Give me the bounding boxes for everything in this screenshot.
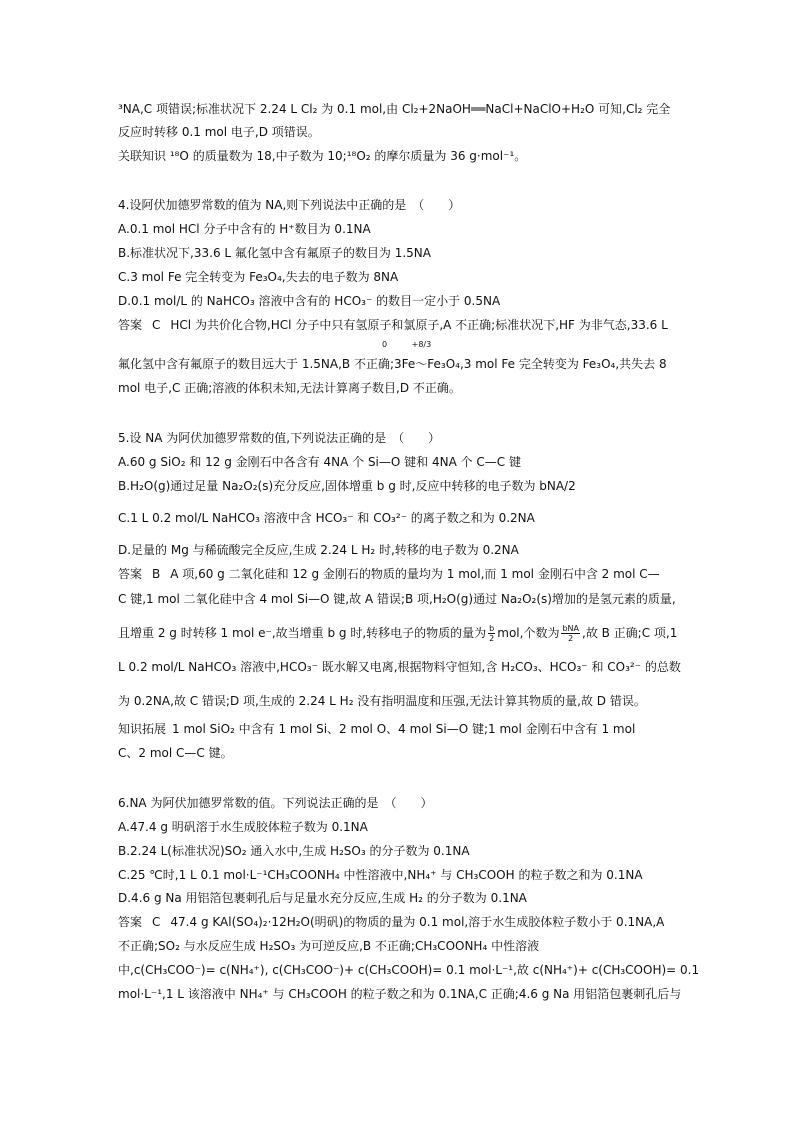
extension-label: 知识拓展: [118, 722, 167, 736]
answer-key: B: [152, 567, 161, 581]
answer-key: C: [152, 915, 161, 929]
question-4-option-b: B.标准状况下,33.6 L 氟化氢中含有氟原子的数目为 1.5NA: [118, 246, 431, 260]
fraction: [488, 624, 495, 643]
question-5-answer-line-5: 为 0.2NA,故 C 错误;D 项,生成的 2.24 L H₂ 没有指明温度和压强,无法计算其物质的量,故 D 错误。: [118, 694, 646, 708]
oxidation-state-markers: [382, 340, 431, 349]
fraction-denominator: 2: [568, 634, 574, 643]
question-4-answer-line-3: mol 电子,C 正确;溶液的体积未知,无法计算离子数目,D 不正确。: [118, 381, 461, 395]
question-4-option-a: A.0.1 mol HCl 分子中含有的 H⁺数目为 0.1NA: [118, 222, 371, 236]
question-6-option-c: C.25 ℃时,1 L 0.1 mol·L⁻¹CH₃COONH₄ 中性溶液中,NH₄⁺ 与 CH₃COOH 的粒子数之和为 0.1NA: [118, 868, 643, 882]
fraction-numerator: bNA: [562, 624, 579, 633]
answer-text: ,故 B 正确;C 项,1: [582, 626, 678, 640]
question-5-option-d: D.足量的 Mg 与稀硫酸完全反应,生成 2.24 L H₂ 时,转移的电子数为 0.2NA: [118, 543, 519, 557]
answer-text: 且增重 2 g 时转移 1 mol e⁻,故当增重 b g 时,转移电子的物质的量为: [118, 626, 487, 640]
answer-label: 答案: [118, 318, 143, 332]
question-5-answer-line-3: [118, 624, 677, 643]
question-6-answer-line-1: [118, 914, 664, 930]
question-5-option-a: A.60 g SiO₂ 和 12 g 金刚石中各含有 4NA 个 Si—O 键和 4NA 个 C—C 键: [118, 455, 521, 469]
answer-label: 答案: [118, 567, 143, 581]
answer-text: A 项,60 g 二氧化硅和 12 g 金刚石的物质的量均为 1 mol,而 1 mol 金刚石中含 2 mol C—: [170, 567, 660, 581]
question-6-answer-line-2: 不正确;SO₂ 与水反应生成 H₂SO₃ 为可逆反应,B 不正确;CH₃COONH₄ 中性溶液: [118, 939, 540, 953]
question-5-answer-line-2: C 键,1 mol 二氧化硅中含 4 mol Si—O 键,故 A 错误;B 项,H₂O(g)通过 Na₂O₂(s)增加的是氢元素的质量,: [118, 592, 676, 606]
answer-text: HCl 为共价化合物,HCl 分子中只有氢原子和氯原子,A 不正确;标准状况下,HF 为非气态,33.6 L: [170, 318, 668, 332]
knowledge-extension-line-1: [118, 721, 635, 737]
question-4-option-c: C.3 mol Fe 完全转变为 Fe₃O₄,失去的电子数为 8NA: [118, 270, 399, 284]
fraction-denominator: 2: [489, 634, 495, 643]
question-6-answer-line-3: 中,c(CH₃COO⁻)= c(NH₄⁺), c(CH₃COO⁻)+ c(CH₃COOH)= 0.1 mol·L⁻¹,故 c(NH₄⁺)+ c(CH₃COOH)= 0.1: [118, 963, 700, 977]
oxidation-state-fe3o4: +8/3: [411, 340, 432, 349]
question-6-answer-line-4: mol·L⁻¹,1 L 该溶液中 NH₄⁺ 与 CH₃COOH 的粒子数之和为 0.1NA,C 正确;4.6 g Na 用铝箔包裹刺孔后与: [118, 987, 682, 1001]
question-5-option-b: B.H₂O(g)通过足量 Na₂O₂(s)充分反应,固体增重 b g 时,反应中转移的电子数为 bNA/2: [118, 479, 576, 493]
answer-label: 答案: [118, 915, 143, 929]
question-6-option-b: B.2.24 L(标准状况)SO₂ 通入水中,生成 H₂SO₃ 的分子数为 0.1NA: [118, 844, 470, 858]
question-4-option-d: D.0.1 mol/L 的 NaHCO₃ 溶液中含有的 HCO₃⁻ 的数目一定小于 0.5NA: [118, 294, 501, 308]
text-line: 反应时转移 0.1 mol 电子,D 项错误。: [118, 125, 320, 139]
question-6-stem: 6.NA 为阿伏加德罗常数的值。下列说法正确的是 （ ）: [118, 796, 433, 810]
knowledge-extension-line-2: C、2 mol C—C 键。: [118, 746, 233, 760]
extension-text: 1 mol SiO₂ 中含有 1 mol Si、2 mol O、4 mol Si—O 键;1 mol 金刚石中含有 1 mol: [172, 722, 636, 736]
answer-text: 47.4 g KAl(SO₄)₂·12H₂O(明矾)的物质的量为 0.1 mol,溶于水生成胶体粒子数小于 0.1NA,A: [170, 915, 665, 929]
question-6-option-a: A.47.4 g 明矾溶于水生成胶体粒子数为 0.1NA: [118, 820, 368, 834]
question-5-answer-line-4: L 0.2 mol/L NaHCO₃ 溶液中,HCO₃⁻ 既水解又电离,根据物料守恒知,含 H₂CO₃、HCO₃⁻ 和 CO₃²⁻ 的总数: [118, 660, 681, 674]
fraction-numerator: b: [489, 624, 495, 633]
question-5-option-c: C.1 L 0.2 mol/L NaHCO₃ 溶液中含 HCO₃⁻ 和 CO₃²⁻ 的离子数之和为 0.2NA: [118, 511, 535, 525]
question-5-stem: 5.设 NA 为阿伏加德罗常数的值,下列说法正确的是 （ ）: [118, 431, 441, 445]
question-5-answer-line-1: [118, 566, 660, 582]
text-line: ³NA,C 项错误;标准状况下 2.24 L Cl₂ 为 0.1 mol,由 Cl₂+2NaOH══NaCl+NaClO+H₂O 可知,Cl₂ 完全: [118, 102, 671, 116]
question-4-answer-line-2: 氟化氢中含有氟原子的数目远大于 1.5NA,B 不正确;3Fe～Fe₃O₄,3 mol Fe 完全转变为 Fe₃O₄,共失去 8: [118, 357, 667, 371]
question-4-stem: 4.设阿伏加德罗常数的值为 NA,则下列说法中正确的是 （ ）: [118, 198, 461, 212]
oxidation-state-fe: 0: [382, 340, 388, 349]
answer-text: mol,个数为: [497, 626, 560, 640]
answer-key: C: [152, 318, 161, 332]
related-knowledge: 关联知识 ¹⁸O 的质量数为 18,中子数为 10;¹⁸O₂ 的摩尔质量为 36 g·mol⁻¹。: [118, 149, 527, 163]
question-4-answer-line-1: [118, 317, 668, 333]
question-6-option-d: D.4.6 g Na 用铝箔包裹刺孔后与足量水充分反应,生成 H₂ 的分子数为 0.1NA: [118, 891, 527, 905]
fraction: [561, 624, 580, 643]
